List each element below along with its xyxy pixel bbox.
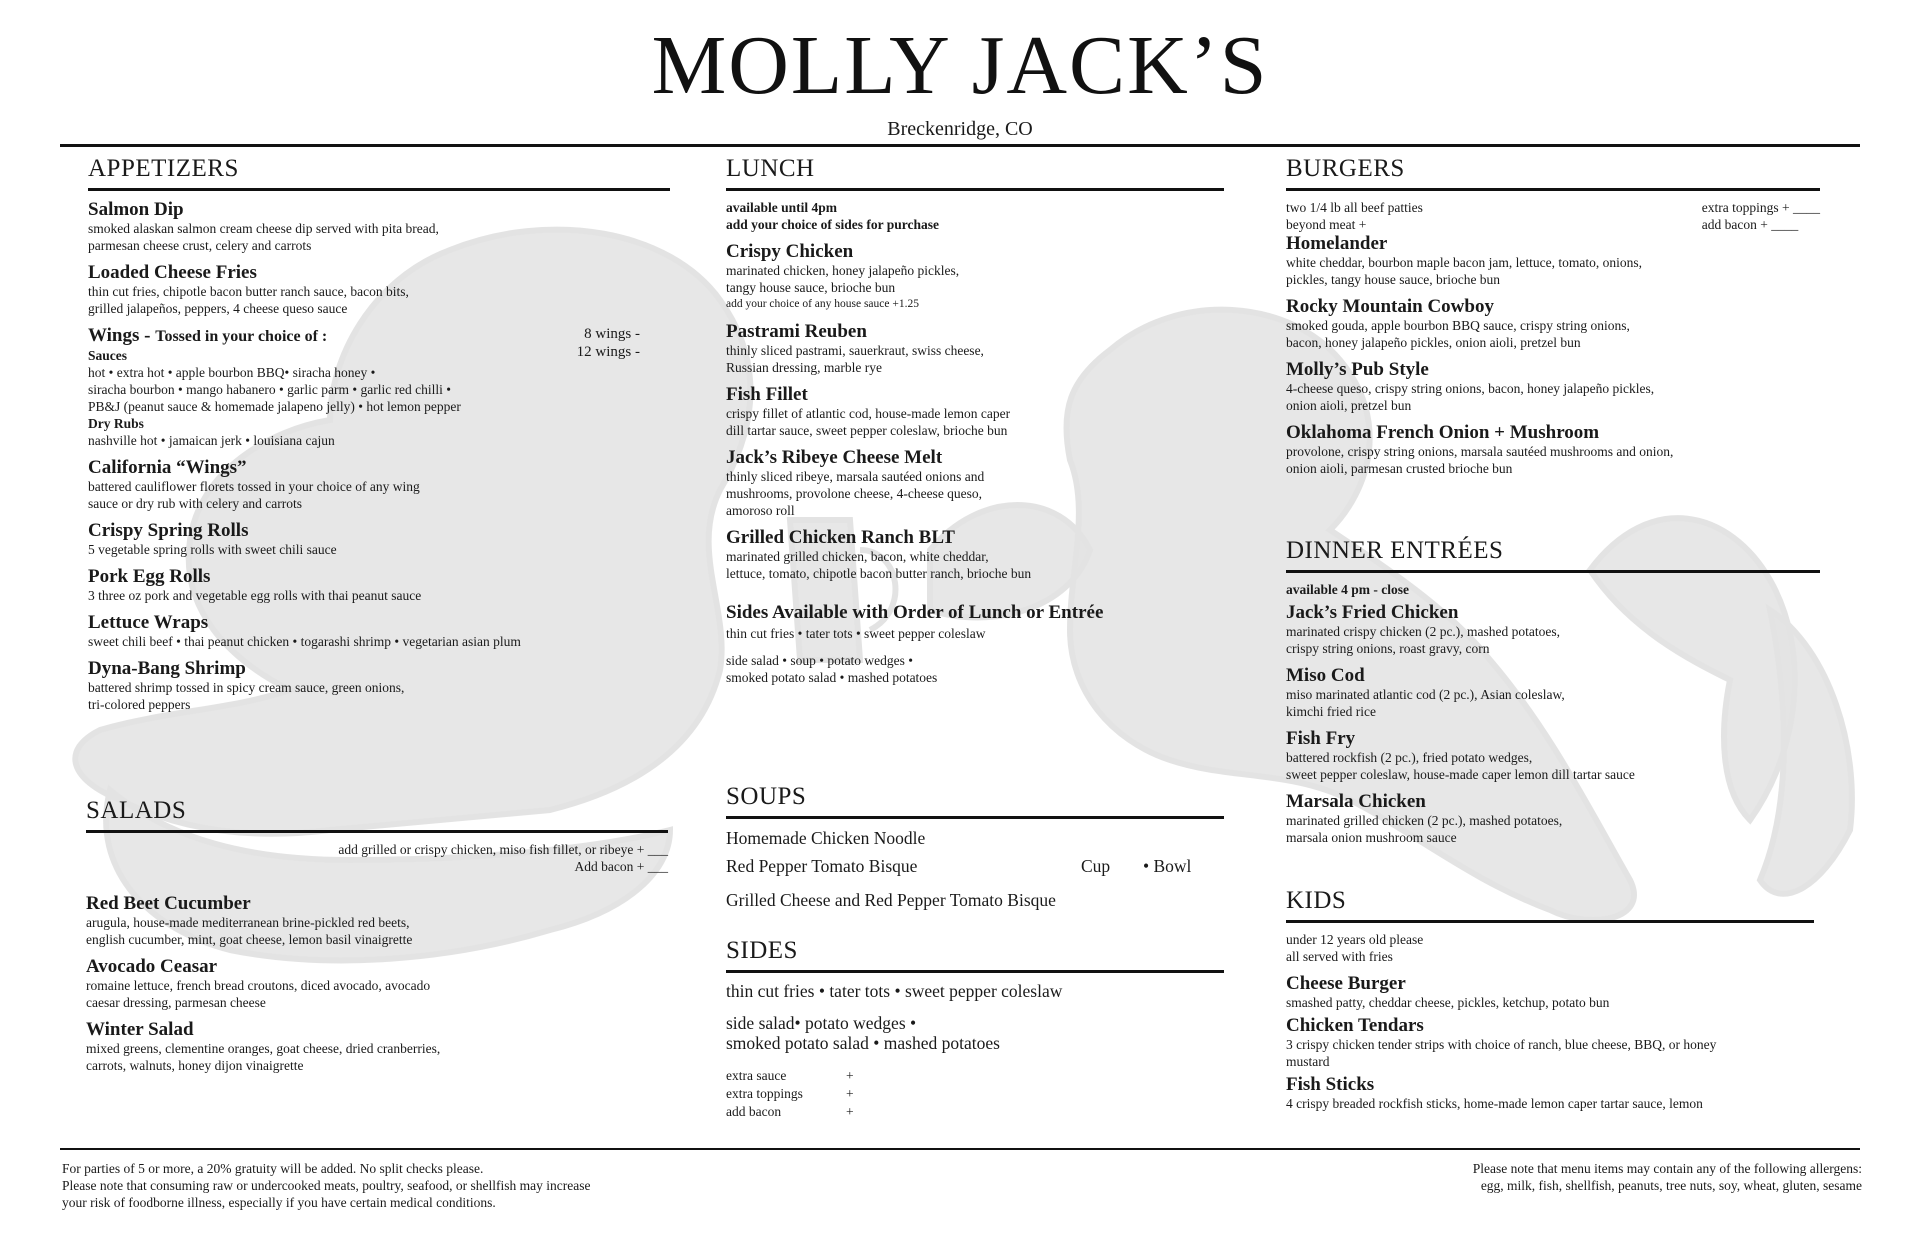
soups-title: SOUPS: [726, 782, 1224, 819]
item-desc: crispy string onions, roast gravy, corn: [1286, 641, 1490, 656]
lunch-sides-list: thin cut fries • tater tots • sweet pepper coleslaw: [726, 626, 986, 641]
menu-item-winter-salad: [86, 1019, 668, 1074]
menu-item-spring-rolls: [88, 520, 670, 558]
item-desc: amoroso roll: [726, 503, 795, 518]
item-name: Red Beet Cucumber: [86, 893, 251, 914]
soups-section: [726, 782, 1224, 917]
item-desc: marinated grilled chicken, bacon, white cheddar,: [726, 549, 989, 564]
lunch-title: LUNCH: [726, 154, 1224, 191]
item-desc: 3 crispy chicken tender strips with choice of ranch, blue cheese, BBQ, or honey: [1286, 1037, 1717, 1052]
item-desc: marinated chicken, honey jalapeño pickles,: [726, 263, 960, 278]
item-name: Lettuce Wraps: [88, 612, 209, 633]
item-desc: miso marinated atlantic cod (2 pc.), Asian coleslaw,: [1286, 687, 1565, 702]
item-name: Chicken Tendars: [1286, 1015, 1424, 1036]
item-desc: thinly sliced pastrami, sauerkraut, swiss cheese,: [726, 343, 984, 358]
item-name: Rocky Mountain Cowboy: [1286, 296, 1494, 317]
item-desc: bacon, honey jalapeño pickles, onion aioli, pretzel bun: [1286, 335, 1581, 350]
item-desc: 4-cheese queso, crispy string onions, bacon, honey jalapeño pickles,: [1286, 381, 1655, 396]
burgers-section: [1286, 154, 1820, 485]
soup-bowl-label: • Bowl: [1143, 856, 1192, 876]
item-name: Jack’s Ribeye Cheese Melt: [726, 447, 943, 468]
allergen-list: egg, milk, fish, shellfish, peanuts, tree nuts, soy, wheat, gluten, sesame: [1480, 1178, 1862, 1193]
item-name: Jack’s Fried Chicken: [1286, 602, 1459, 623]
gratuity-note: For parties of 5 or more, a 20% gratuity will be added. No split checks please.: [62, 1161, 484, 1176]
item-desc: 4 crispy breaded rockfish sticks, home-made lemon caper tartar sauce, lemon: [1286, 1096, 1703, 1111]
item-desc: 5 vegetable spring rolls with sweet chili sauce: [88, 542, 337, 557]
restaurant-name: MOLLY JACK’S: [651, 19, 1269, 112]
item-desc: mustard: [1286, 1054, 1330, 1069]
item-desc: white cheddar, bourbon maple bacon jam, lettuce, tomato, onions,: [1286, 255, 1642, 270]
item-name: Pork Egg Rolls: [88, 566, 211, 587]
soup-cup-label: Cup: [1081, 856, 1111, 876]
soup-chicken-noodle: Homemade Chicken Noodle: [726, 828, 926, 848]
item-desc: battered cauliflower florets tossed in your choice of any wing: [88, 479, 420, 494]
item-name: Salmon Dip: [88, 199, 184, 220]
item-name: Wings - Tossed in your choice of :: [88, 325, 328, 346]
item-name: Avocado Ceasar: [86, 956, 218, 977]
lunch-availability: available until 4pm: [726, 200, 838, 215]
menu-item-avocado-ceasar: [86, 956, 668, 1011]
item-desc: onion aioli, pretzel bun: [1286, 398, 1412, 413]
item-name: Fish Fry: [1286, 728, 1356, 749]
item-name: Fish Sticks: [1286, 1074, 1375, 1095]
menu-item-chicken-ranch-blt: [726, 527, 1224, 582]
sides-title: SIDES: [726, 936, 1224, 973]
item-desc: carrots, walnuts, honey dijon vinaigrette: [86, 1058, 304, 1073]
menu-item-homelander: [1286, 233, 1820, 288]
item-name: Miso Cod: [1286, 665, 1365, 686]
item-desc: marinated crispy chicken (2 pc.), mashed potatoes,: [1286, 624, 1561, 639]
salads-add-protein: add grilled or crispy chicken, miso fish fillet, or ribeye + ___: [338, 842, 668, 857]
item-desc: pickles, tangy house sauce, brioche bun: [1286, 272, 1501, 287]
menu-item-fish-fry: [1286, 728, 1820, 783]
appetizers-section: [88, 154, 670, 721]
menu-item-pastrami-reuben: [726, 321, 1224, 376]
item-name: California “Wings”: [88, 457, 247, 478]
menu-item-fried-chicken: [1286, 602, 1820, 657]
item-desc: marinated grilled chicken (2 pc.), mashed potatoes,: [1286, 813, 1563, 828]
item-name: Loaded Cheese Fries: [88, 262, 257, 283]
restaurant-location: Breckenridge, CO: [887, 118, 1033, 140]
sides-list: thin cut fries • tater tots • sweet pepper coleslaw: [726, 981, 1063, 1001]
item-desc: provolone, crispy string onions, marsala sautéed mushrooms and onion,: [1286, 444, 1674, 459]
item-desc: thinly sliced ribeye, marsala sautéed onions and: [726, 469, 985, 484]
item-name: Pastrami Reuben: [726, 321, 867, 342]
menu-item-salmon-dip: [88, 199, 670, 254]
menu-item-kids-cheese-burger: [1286, 973, 1814, 1011]
item-desc: caesar dressing, parmesan cheese: [86, 995, 266, 1010]
sides-list: smoked potato salad • mashed potatoes: [726, 1033, 1000, 1053]
sauce-list: PB&J (peanut sauce & homemade jalapeno jelly) • hot lemon pepper: [88, 399, 461, 414]
sauce-list: siracha bourbon • mango habanero • garlic parm • garlic red chilli •: [88, 382, 452, 397]
dinner-title: DINNER ENTRÉES: [1286, 536, 1820, 573]
item-name: Cheese Burger: [1286, 973, 1406, 994]
item-desc: english cucumber, mint, goat cheese, lemon basil vinaigrette: [86, 932, 413, 947]
item-desc: crispy fillet of atlantic cod, house-made lemon caper: [726, 406, 1011, 421]
sides-extras: extra sauce + extra toppings + add bacon +: [726, 1068, 854, 1119]
item-name: Crispy Chicken: [726, 241, 854, 262]
menu-item-crispy-chicken: [726, 241, 1224, 313]
footer-policy: [62, 1160, 762, 1211]
item-desc: lettuce, tomato, chipotle bacon butter ranch, brioche bun: [726, 566, 1032, 581]
lunch-sides-block: [726, 602, 1224, 686]
item-desc: sweet pepper coleslaw, house-made caper lemon dill tartar sauce: [1286, 767, 1635, 782]
item-desc: mixed greens, clementine oranges, goat cheese, dried cranberries,: [86, 1041, 441, 1056]
menu-item-dyna-bang-shrimp: [88, 658, 670, 713]
menu-item-pork-egg-rolls: [88, 566, 670, 604]
menu-item-rocky-mountain-cowboy: [1286, 296, 1820, 351]
burgers-options: two 1/4 lb all beef patties beyond meat + extra toppings + ____ add bacon + ____: [1286, 200, 1820, 232]
allergen-note: Please note that menu items may contain any of the following allergens:: [1472, 1161, 1862, 1176]
kids-age-note: under 12 years old please: [1286, 932, 1424, 947]
menu-item-kids-chicken-tendars: [1286, 1015, 1814, 1070]
menu-item-california-wings: [88, 457, 670, 512]
item-name: Crispy Spring Rolls: [88, 520, 249, 541]
item-desc: marsala onion mushroom sauce: [1286, 830, 1457, 845]
lunch-sides-title: Sides Available with Order of Lunch or Entrée: [726, 602, 1104, 623]
item-desc: battered shrimp tossed in spicy cream sauce, green onions,: [88, 680, 405, 695]
item-desc: smashed patty, cheddar cheese, pickles, ketchup, potato bun: [1286, 995, 1610, 1010]
item-name: Dyna-Bang Shrimp: [88, 658, 246, 679]
item-desc: dill tartar sauce, sweet pepper coleslaw, brioche bun: [726, 423, 1008, 438]
dry-rubs-list: nashville hot • jamaican jerk • louisiana cajun: [88, 433, 335, 448]
menu-item-wings: [88, 325, 670, 449]
item-name: Molly’s Pub Style: [1286, 359, 1429, 380]
item-desc: kimchi fried rice: [1286, 704, 1376, 719]
item-desc: mushrooms, provolone cheese, 4-cheese queso,: [726, 486, 983, 501]
footer-allergens: [1262, 1160, 1862, 1194]
item-name: Winter Salad: [86, 1019, 194, 1040]
item-desc: arugula, house-made mediterranean brine-pickled red beets,: [86, 915, 410, 930]
lunch-section: [726, 154, 1224, 686]
lunch-sides-note: add your choice of sides for purchase: [726, 217, 940, 232]
sauces-label: Sauces: [88, 348, 128, 363]
dinner-section: [1286, 536, 1820, 854]
kids-fries-note: all served with fries: [1286, 949, 1393, 964]
menu-item-oklahoma-onion: [1286, 422, 1820, 477]
menu-item-kids-fish-sticks: [1286, 1074, 1814, 1112]
soup-grilled-cheese: Grilled Cheese and Red Pepper Tomato Bisque: [726, 890, 1056, 910]
kids-section: [1286, 886, 1814, 1120]
item-desc: battered rockfish (2 pc.), fried potato wedges,: [1286, 750, 1533, 765]
item-desc: tri-colored peppers: [88, 697, 191, 712]
menu-item-miso-cod: [1286, 665, 1820, 720]
kids-title: KIDS: [1286, 886, 1814, 923]
item-desc: smoked alaskan salmon cream cheese dip served with pita bread,: [88, 221, 439, 236]
menu-item-lettuce-wraps: [88, 612, 670, 650]
menu-item-red-beet-cucumber: [86, 893, 668, 948]
dry-rubs-label: Dry Rubs: [88, 416, 144, 431]
salads-add-bacon: Add bacon + ___: [574, 859, 668, 874]
item-desc: Russian dressing, marble rye: [726, 360, 882, 375]
menu-item-fish-fillet: [726, 384, 1224, 439]
food-safety-note: your risk of foodborne illness, especially if you have certain medical conditions.: [62, 1195, 496, 1210]
item-name: Fish Fillet: [726, 384, 808, 405]
item-desc: thin cut fries, chipotle bacon butter ranch sauce, bacon bits,: [88, 284, 409, 299]
item-desc: add your choice of any house sauce +1.25: [726, 298, 919, 310]
appetizers-title: APPETIZERS: [88, 154, 670, 191]
item-desc: sauce or dry rub with celery and carrots: [88, 496, 303, 511]
wings-prices: 8 wings - 12 wings -: [576, 326, 640, 360]
item-desc: grilled jalapeños, peppers, 4 cheese queso sauce: [88, 301, 348, 316]
soup-tomato-bisque: Red Pepper Tomato Bisque Cup • Bowl: [726, 856, 1192, 876]
item-desc: parmesan cheese crust, celery and carrots: [88, 238, 312, 253]
item-name: Grilled Chicken Ranch BLT: [726, 527, 955, 548]
item-desc: romaine lettuce, french bread croutons, diced avocado, avocado: [86, 978, 431, 993]
footer-divider: [60, 1148, 1860, 1150]
sauce-list: hot • extra hot • apple bourbon BBQ• siracha honey •: [88, 365, 376, 380]
item-desc: 3 three oz pork and vegetable egg rolls with thai peanut sauce: [88, 588, 422, 603]
lunch-sides-list: smoked potato salad • mashed potatoes: [726, 670, 938, 685]
sides-section: [726, 936, 1224, 1121]
lunch-sides-list: side salad • soup • potato wedges •: [726, 653, 914, 668]
item-name: Oklahoma French Onion + Mushroom: [1286, 422, 1600, 443]
menu-header: [0, 19, 1920, 140]
menu-item-pub-style: [1286, 359, 1820, 414]
dinner-availability: available 4 pm - close: [1286, 582, 1409, 597]
salads-title: SALADS: [86, 796, 668, 833]
item-desc: smoked gouda, apple bourbon BBQ sauce, crispy string onions,: [1286, 318, 1630, 333]
item-name: Marsala Chicken: [1286, 791, 1426, 812]
menu-item-ribeye-cheese-melt: [726, 447, 1224, 519]
menu-item-marsala-chicken: [1286, 791, 1820, 846]
item-desc: sweet chili beef • thai peanut chicken • togarashi shrimp • vegetarian asian plum: [88, 634, 521, 649]
item-name: Homelander: [1286, 233, 1388, 254]
burgers-title: BURGERS: [1286, 154, 1820, 191]
header-divider: [60, 144, 1860, 147]
menu-item-loaded-cheese-fries: [88, 262, 670, 317]
food-safety-note: Please note that consuming raw or undercooked meats, poultry, seafood, or shellfish may increase: [62, 1178, 591, 1193]
salads-section: [86, 796, 668, 1082]
item-desc: tangy house sauce, brioche bun: [726, 280, 896, 295]
item-desc: onion aioli, parmesan crusted brioche bun: [1286, 461, 1513, 476]
sides-list: side salad• potato wedges •: [726, 1013, 917, 1033]
